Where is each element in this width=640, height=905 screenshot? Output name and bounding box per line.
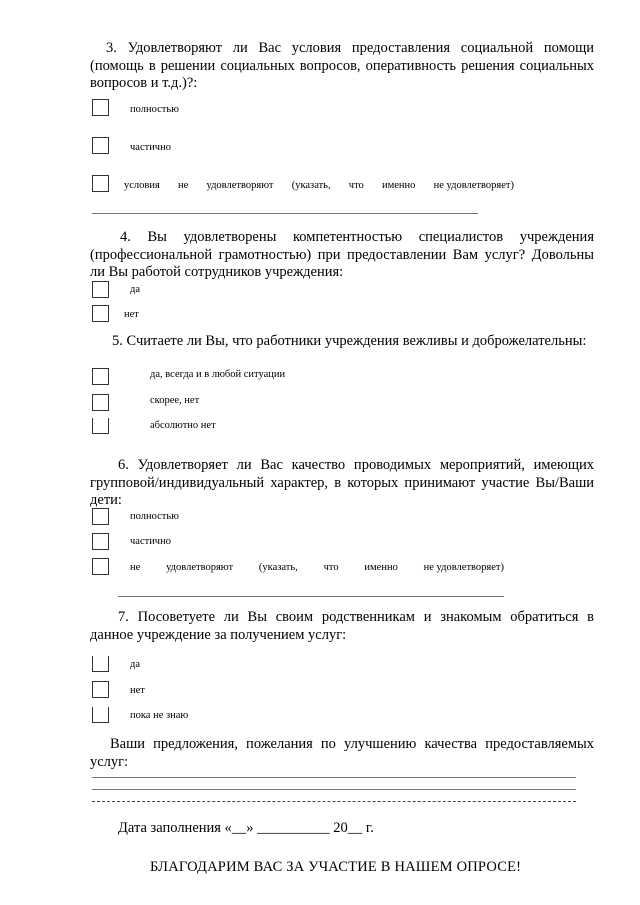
suggestions	[90, 736, 594, 771]
fill-date[interactable]: Дата заполнения «__» __________ 20__ г.	[118, 820, 374, 836]
checkbox-q6-full[interactable]	[92, 508, 109, 525]
q6-answer-line[interactable]	[118, 596, 504, 597]
suggestions-line-2[interactable]	[92, 789, 576, 790]
suggestions-line-3[interactable]	[92, 801, 576, 802]
checkbox-q6-partial[interactable]	[92, 533, 109, 550]
checkbox-q3-not-satisfied[interactable]	[92, 175, 109, 192]
q6-opt3-word: удовлетворяют	[166, 562, 234, 573]
question-7-text: 7. Посоветуете ли Вы своим родственникам и знакомым обратиться в данное учреждение за получением услуг:	[90, 609, 594, 643]
q3-opt3-word: именно	[381, 180, 416, 191]
option-q4-no: нет	[124, 309, 139, 320]
option-q3-full: полностью	[130, 104, 179, 115]
checkbox-q5-absolutely-no[interactable]	[92, 418, 109, 434]
checkbox-q7-dont-know[interactable]	[92, 707, 109, 723]
question-6-text: 6. Удовлетворяет ли Вас качество проводимых мероприятий, имеющих групповой/индивидуальный характер, в которых принимают участие Вы/Ваши дети:	[90, 457, 594, 509]
question-6	[90, 457, 594, 510]
question-4	[90, 229, 594, 282]
checkbox-q7-no[interactable]	[92, 681, 109, 698]
checkbox-q4-yes[interactable]	[92, 281, 109, 298]
option-q5-absolutely-no: абсолютно нет	[150, 420, 216, 431]
q3-opt3-word: условия	[124, 180, 160, 191]
checkbox-q5-rather-no[interactable]	[92, 394, 109, 411]
option-q5-rather-no: скорее, нет	[150, 395, 200, 406]
checkbox-q5-always[interactable]	[92, 368, 109, 385]
option-q6-full: полностью	[130, 511, 179, 522]
q3-opt3-word: что	[348, 180, 364, 191]
question-3-text: 3. Удовлетворяют ли Вас условия предоставления социальной помощи (помощь в решении социальных вопросов, оперативность решения социальных вопросов и т.д.)?:	[90, 40, 594, 92]
q6-opt3-word: что	[323, 562, 339, 573]
question-7	[90, 609, 594, 644]
q6-opt3-word: именно	[364, 562, 398, 573]
option-q6-partial: частично	[130, 536, 171, 547]
option-q4-yes: да	[130, 284, 141, 295]
question-5-text: 5. Считаете ли Вы, что работники учреждения вежливы и доброжелательны:	[112, 333, 587, 349]
option-q3-not-satisfied	[124, 179, 514, 192]
option-q5-always: да, всегда и в любой ситуации	[150, 369, 286, 380]
checkbox-q6-not-satisfied[interactable]	[92, 558, 109, 575]
option-q7-yes: да	[130, 659, 141, 670]
checkbox-q3-partial[interactable]	[92, 137, 109, 154]
q6-opt3-word: не удовлетворяет)	[423, 562, 504, 573]
option-q7-dont-know: пока не знаю	[130, 710, 189, 721]
suggestions-line-1[interactable]	[92, 777, 576, 778]
q3-opt3-word: не удовлетворяет)	[433, 180, 514, 191]
question-5	[90, 333, 594, 351]
q3-opt3-word: (указать,	[291, 180, 331, 191]
suggestions-text: Ваши предложения, пожелания по улучшению качества предоставляемых услуг:	[90, 736, 594, 770]
question-4-text: 4. Вы удовлетворены компетентностью специалистов учреждения (профессиональной грамотностью) при предоставлении Вам услуг? Довольны ли Вы работой сотрудников учреждения:	[90, 229, 594, 281]
q3-opt3-word: удовлетворяют	[206, 180, 274, 191]
checkbox-q3-full[interactable]	[92, 99, 109, 116]
q3-opt3-word: не	[178, 180, 189, 191]
thanks-footer: БЛАГОДАРИМ ВАС ЗА УЧАСТИЕ В НАШЕМ ОПРОСЕ!	[150, 859, 522, 875]
option-q3-partial: частично	[130, 142, 171, 153]
q6-opt3-word: не	[130, 562, 141, 573]
option-q7-no: нет	[130, 685, 145, 696]
q3-answer-line[interactable]	[92, 213, 478, 214]
option-q6-not-satisfied	[130, 561, 504, 574]
checkbox-q7-yes[interactable]	[92, 656, 109, 672]
q6-opt3-word: (указать,	[258, 562, 298, 573]
checkbox-q4-no[interactable]	[92, 305, 109, 322]
question-3	[90, 40, 594, 93]
